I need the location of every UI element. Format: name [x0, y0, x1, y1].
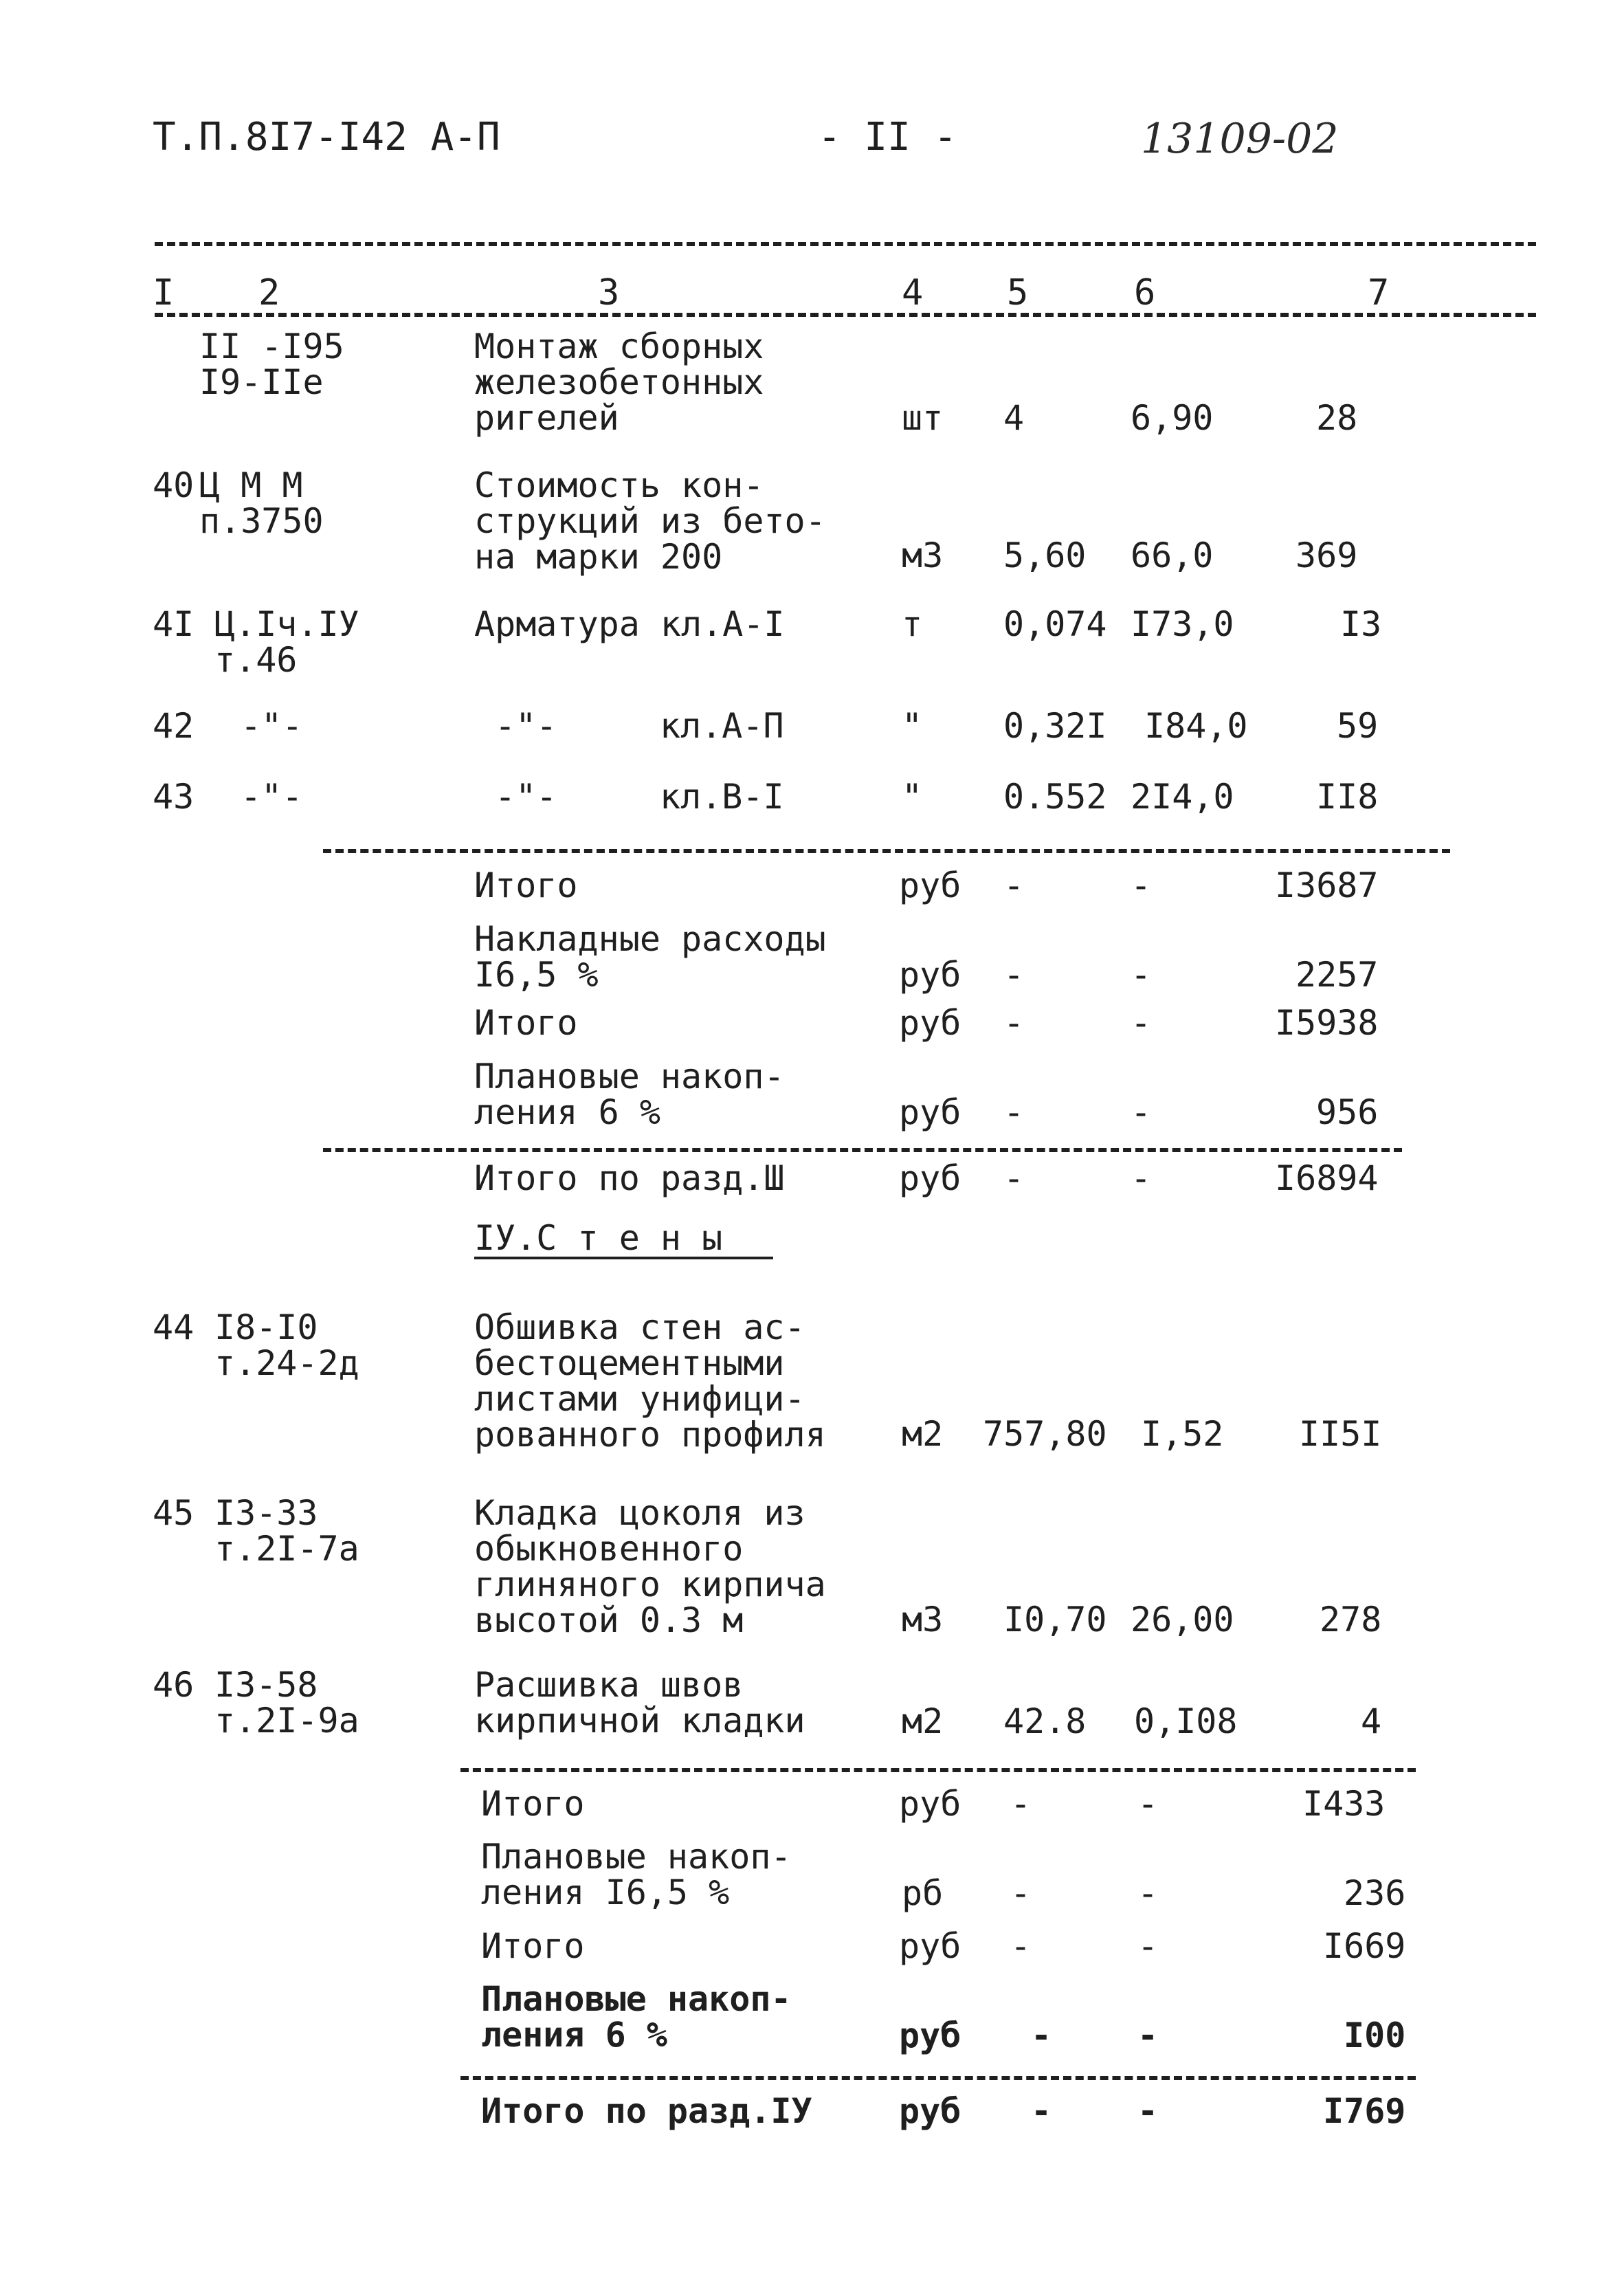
row-code: I3-33 т.2I-7а: [214, 1493, 359, 1569]
row-number: 42: [153, 706, 194, 746]
row-name-ditto: -"-: [495, 777, 557, 817]
archive-number: 13109-02: [1141, 115, 1339, 163]
summary-qty: -: [1010, 1926, 1032, 1966]
row-number: 46: [153, 1665, 194, 1705]
row-code: -"-: [241, 706, 303, 746]
row-unit: м2: [902, 1414, 944, 1454]
row-price: 66,0: [1131, 536, 1214, 575]
column-number-6: 6: [1134, 272, 1156, 313]
section-total-unit: руб: [899, 1158, 961, 1198]
row-price: I84,0: [1144, 706, 1248, 746]
section-total-rule: [460, 2076, 1416, 2080]
summary-label: Накладные расходы I6,5 %: [474, 919, 826, 995]
row-number: 40: [153, 465, 194, 505]
summary-label: Итого: [474, 865, 578, 905]
row-name-class: кл.А-П: [660, 706, 784, 746]
section-title: IУ.С т е н ы: [474, 1218, 723, 1258]
row-qty: 4: [1003, 398, 1025, 438]
row-price: 0,I08: [1134, 1701, 1238, 1741]
row-unit: ": [902, 777, 923, 817]
column-number-2: 2: [258, 272, 280, 313]
summary-qty: -: [1003, 865, 1025, 905]
row-code: Ц.Iч.IУ т.46: [214, 604, 359, 680]
summary-unit: руб: [899, 1092, 961, 1132]
summary-price: -: [1137, 2016, 1159, 2055]
subtotal-rule: [460, 1768, 1416, 1772]
row-qty: 0,074: [1003, 604, 1107, 644]
row-name: Обшивка стен ас- бестоцементными листами унифици- рованного профиля: [474, 1307, 826, 1455]
top-rule: [155, 242, 1536, 246]
row-total: 4: [1361, 1701, 1382, 1741]
summary-label: Итого: [481, 1784, 585, 1824]
row-number: 44: [153, 1307, 194, 1347]
row-name-ditto: -"-: [495, 706, 557, 746]
row-number: 4I: [153, 604, 194, 644]
summary-label: Плановые накоп- ления I6,5 %: [481, 1837, 792, 1912]
summary-unit: руб: [899, 1784, 961, 1824]
row-code: I3-58 т.2I-9а: [214, 1665, 359, 1741]
summary-qty: -: [1031, 2016, 1052, 2055]
row-qty: 5,60: [1003, 536, 1087, 575]
summary-qty: -: [1003, 1003, 1025, 1043]
section-total-qty: -: [1003, 1158, 1025, 1198]
row-total: I3: [1340, 604, 1382, 644]
section-total-label: Итого по разд.IУ: [481, 2091, 812, 2131]
summary-label: Плановые накоп- ления 6 %: [481, 1979, 792, 2055]
section-total-price: -: [1131, 1158, 1152, 1198]
summary-qty: -: [1010, 1784, 1032, 1824]
row-number: 43: [153, 777, 194, 817]
section-total-value: I6894: [1275, 1158, 1379, 1198]
summary-total: 236: [1344, 1873, 1406, 1913]
document-code: Т.П.8I7-I42 А-П: [153, 115, 500, 159]
row-name: Стоимость кон- струкций из бето- на марки 200: [474, 465, 826, 577]
column-number-7: 7: [1368, 272, 1390, 313]
column-number-3: 3: [598, 272, 620, 313]
summary-price: -: [1131, 1003, 1152, 1043]
row-total: II5I: [1299, 1414, 1382, 1454]
section-total-qty: -: [1031, 2091, 1052, 2131]
row-unit: т: [902, 604, 923, 644]
summary-price: -: [1131, 1092, 1152, 1132]
row-total: 278: [1320, 1600, 1382, 1640]
row-code: Ц М М п.3750: [199, 465, 324, 541]
column-number-4: 4: [902, 272, 924, 313]
summary-unit: руб: [899, 2016, 961, 2055]
section-total-unit: руб: [899, 2091, 961, 2131]
row-total: 59: [1337, 706, 1379, 746]
summary-label: Итого: [481, 1926, 585, 1966]
row-total: 369: [1295, 536, 1358, 575]
row-total: II8: [1316, 777, 1379, 817]
row-price: 2I4,0: [1131, 777, 1234, 817]
summary-qty: -: [1010, 1873, 1032, 1913]
row-qty: 757,80: [983, 1414, 1107, 1454]
summary-unit: руб: [899, 1003, 961, 1043]
summary-label: Итого: [474, 1003, 578, 1043]
row-qty: 42.8: [1003, 1701, 1087, 1741]
row-qty: 0,32I: [1003, 706, 1107, 746]
row-code: II -I95 I9-IIe: [199, 327, 344, 402]
summary-qty: -: [1003, 1092, 1025, 1132]
page-number: - II -: [818, 115, 957, 159]
summary-price: -: [1137, 1873, 1159, 1913]
column-number-5: 5: [1007, 272, 1029, 313]
row-price: 26,00: [1131, 1600, 1234, 1640]
row-name: Монтаж сборных железобетонных ригелей: [474, 327, 764, 438]
summary-total: I00: [1344, 2016, 1406, 2055]
section-total-price: -: [1137, 2091, 1159, 2131]
summary-price: -: [1131, 955, 1152, 995]
row-name-class: кл.В-I: [660, 777, 784, 817]
summary-total: I669: [1323, 1926, 1406, 1966]
row-unit: м2: [902, 1701, 944, 1741]
summary-unit: руб: [899, 955, 961, 995]
summary-qty: -: [1003, 955, 1025, 995]
summary-total: I433: [1302, 1784, 1386, 1824]
section-total-rule: [323, 1148, 1402, 1152]
summary-total: I5938: [1275, 1003, 1379, 1043]
section-title-underline: [474, 1257, 773, 1259]
row-unit: ": [902, 706, 923, 746]
row-code: -"-: [241, 777, 303, 817]
summary-price: -: [1137, 1926, 1159, 1966]
row-unit: шт: [902, 398, 944, 438]
summary-price: -: [1137, 1784, 1159, 1824]
row-price: 6,90: [1131, 398, 1214, 438]
summary-total: 956: [1316, 1092, 1379, 1132]
row-unit: м3: [902, 1600, 944, 1640]
summary-total: 2257: [1295, 955, 1379, 995]
row-price: I73,0: [1131, 604, 1234, 644]
section-total-value: I769: [1323, 2091, 1406, 2131]
section-total-label: Итого по разд.Ш: [474, 1158, 785, 1198]
row-name: Расшивка швов кирпичной кладки: [474, 1665, 805, 1741]
summary-unit: руб: [899, 1926, 961, 1966]
row-number: 45: [153, 1493, 194, 1533]
row-name: Кладка цоколя из обыкновенного глиняного кирпича высотой 0.3 м: [474, 1493, 826, 1640]
subtotal-rule: [323, 849, 1450, 853]
row-total: 28: [1316, 398, 1358, 438]
column-header-rule: [155, 313, 1536, 317]
row-qty: 0.552: [1003, 777, 1107, 817]
row-qty: I0,70: [1003, 1600, 1107, 1640]
summary-unit: руб: [899, 865, 961, 905]
column-number-1: I: [153, 272, 175, 313]
summary-price: -: [1131, 865, 1152, 905]
row-unit: м3: [902, 536, 944, 575]
row-name: Арматура кл.А-I: [474, 604, 785, 644]
row-code: I8-I0 т.24-2д: [214, 1307, 359, 1383]
summary-unit: рб: [902, 1873, 944, 1913]
row-price: I,52: [1141, 1414, 1224, 1454]
summary-total: I3687: [1275, 865, 1379, 905]
summary-label: Плановые накоп- ления 6 %: [474, 1057, 785, 1132]
